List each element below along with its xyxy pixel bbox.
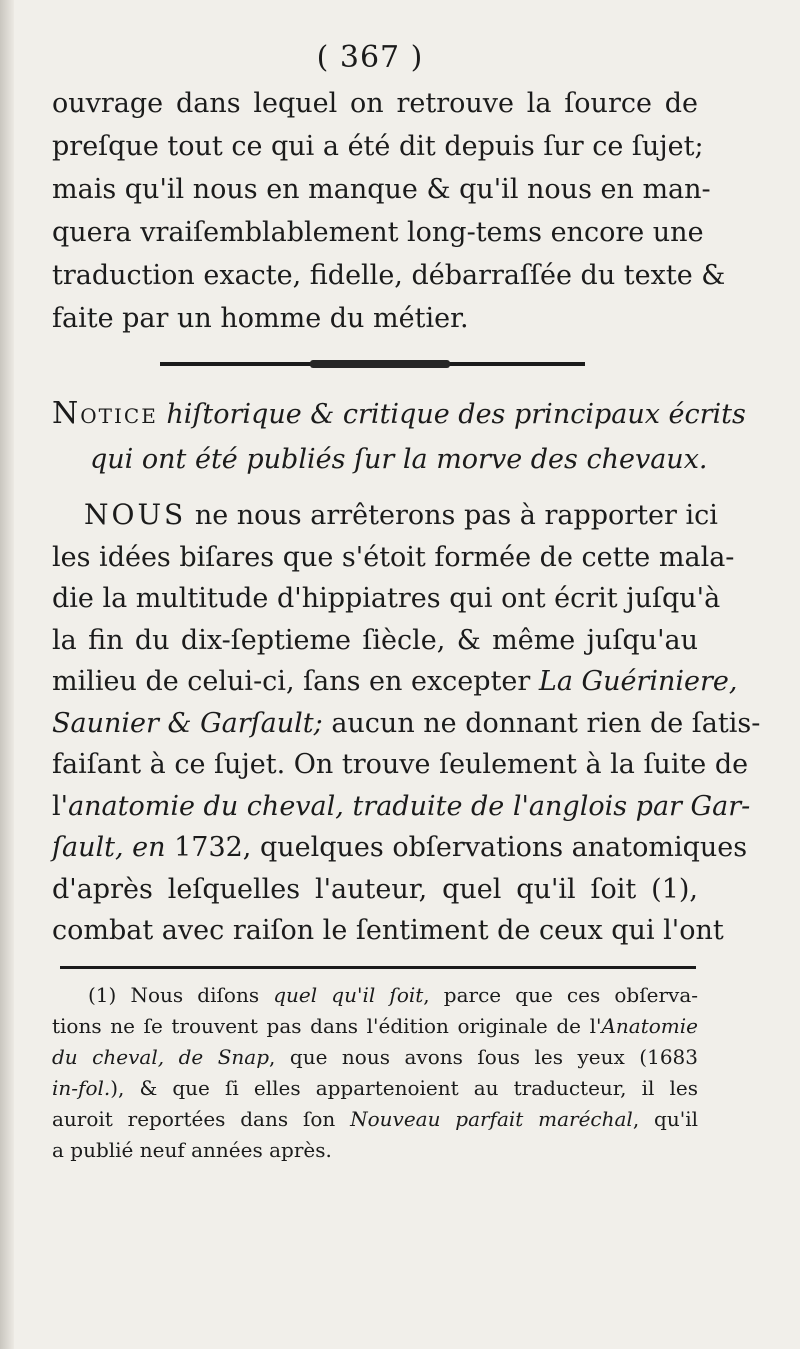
italic-name: Saunier & Garſault; [52,707,323,739]
paragraph-continuation [52,82,726,340]
footnote [52,980,698,1166]
text-line: traduction exacte, fidelle, débarraſſée du texte & [52,260,726,291]
notice-title-line [52,392,746,438]
notice-subtitle-cont: qui ont été publiés ſur la morve des chevaux. [90,444,708,475]
text-line: faite par un homme du métier. [52,303,469,334]
text-line [52,661,738,703]
main-paragraph [52,494,761,952]
notice-heading [52,392,746,481]
text-line: mais qu'il nous en manque & qu'il nous en man- [52,174,711,205]
text-segment: , que nous avons ſous les yeux (1683 [269,1045,698,1069]
footnote-line [52,1011,698,1042]
notice-initial: N [52,396,81,431]
text-line: preſque tout ce qui a été dit depuis ſur ce ſujet; [52,131,704,162]
italic-title: du cheval, de Snap [52,1045,270,1069]
text-line [52,786,751,828]
divider-ornament [310,360,450,368]
text-segment: milieu de celui-ci, ſans en excepter [52,666,539,697]
text-line: ouvrage dans lequel on retrouve la ſource de [52,88,698,119]
text-line: quera vraiſemblablement long-tems encore une [52,217,704,248]
section-divider [160,362,585,366]
text-segment: aucun ne donnant rien de ſatis- [322,707,761,739]
opening-word: NOUS [84,498,187,531]
text-line: les idées biſares que s'étoit formée de cette mala- [52,541,735,573]
text-line [52,494,718,537]
footnote-line [52,1073,698,1104]
italic-title: Nouveau parfait maréchal [350,1107,633,1131]
text-line: la fin du dix-ſeptieme ſiècle, & même juſqu'au [52,624,698,656]
text-segment: tions ne ſe trouvent pas dans l'édition originale de l' [52,1014,602,1038]
italic-quote: quel qu'il ſoit [273,983,424,1007]
text-line: d'après leſquelles l'auteur, quel qu'il ſoit (1), [52,873,698,905]
text-segment: l' [52,790,69,822]
footnote-line [52,980,698,1011]
italic-title: ſault, en [52,832,166,863]
text-line: faiſant à ce ſujet. On trouve ſeulement à la ſuite de [52,749,749,780]
italic-name: La Guériniere, [538,666,738,697]
text-segment: , parce que ces obſerva- [423,983,698,1007]
text-segment: , qu'il [632,1107,698,1131]
notice-smallcaps: OTICE [80,404,158,428]
italic-format: in-fol. [52,1076,111,1100]
page-number: ( 367 ) [316,40,424,75]
text-segment: (1) Nous diſons [88,983,274,1007]
text-line: combat avec raiſon le ſentiment de ceux qui l'ont [52,915,724,946]
footnote-line [52,1104,698,1135]
footnote-line: a publié neuf années après. [52,1138,332,1162]
text-segment: ne nous arrêterons pas à rapporter ici [186,500,718,531]
italic-title: anatomie du cheval, traduite de l'anglois par Gar- [68,790,751,822]
text-segment: auroit reportées dans ſon [52,1107,351,1131]
text-segment: 1732, quelques obſervations anatomiques [165,832,748,863]
footnote-divider [60,966,696,969]
page-edge-shadow [0,0,14,1349]
text-line [52,827,748,869]
text-line: die la multitude d'hippiatres qui ont écrit juſqu'à [52,583,721,614]
notice-title-line [52,438,708,481]
italic-title: Anatomie [601,1014,698,1038]
text-line [52,703,761,745]
text-segment: ), & que ſi elles appartenoient au traducteur, il les [110,1076,698,1100]
notice-subtitle: hiſtorique & critique des principaux écrits [166,399,746,430]
footnote-line [52,1042,698,1073]
